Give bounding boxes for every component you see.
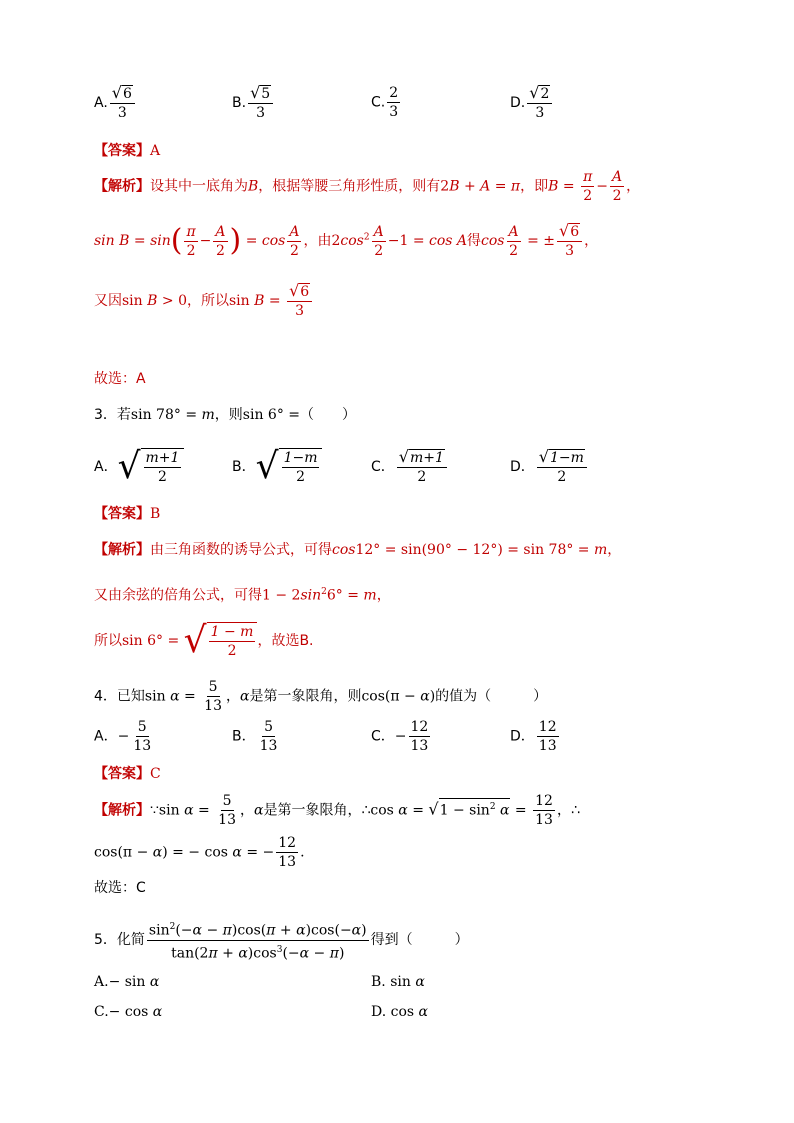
q2-option-a: A. $\frac{√6}{3}$ xyxy=(94,84,137,122)
q2-answer: 【答案】A xyxy=(94,143,161,159)
q2-option-b: B. $\frac{√5}{3}$ xyxy=(232,84,275,122)
q2-analysis-line3: 又因sin B > 0，所以sin B = $\frac{√6}{3}$ xyxy=(94,282,314,320)
q3-answer: 【答案】B xyxy=(94,506,161,522)
q3-analysis-line3: 所以sin 6° = √ $\frac{1 - m}{2}$ ，故选B. xyxy=(94,620,314,661)
q5-option-d: D. cos α xyxy=(371,1004,429,1020)
q5-option-b: B. sin α xyxy=(371,974,425,990)
q4-stem: 4．已知sin α = $\frac{5}{13}$ ，α是第一象限角，则cos(π − α)的值为（ ） xyxy=(94,679,548,714)
q2-option-d: D. $\frac{√2}{3}$ xyxy=(510,84,554,122)
q3-option-c: C． $\frac{√m+1}{2}$ xyxy=(371,448,449,486)
q4-conclusion: 故选：C xyxy=(94,880,146,896)
q3-option-d: D． $\frac{√1-m}{2}$ xyxy=(510,448,589,486)
q3-analysis-line2: 又由余弦的倍角公式，可得$1 - 2\sin^26^\circ = m$， xyxy=(94,587,391,604)
q3-stem: 3．若sin 78° = m，则sin 6° =（ ） xyxy=(94,407,356,423)
q2-option-c: C. $\frac{2}{3}$ xyxy=(371,85,399,120)
q4-option-d: D． $\frac{12}{13}$ xyxy=(510,719,557,754)
q4-option-c: C．− $\frac{12}{13}$ xyxy=(371,719,429,754)
q2-analysis-line1: 【解析】设其中一底角为B，根据等腰三角形性质，则有2B + A = π，即B = $\frac{\pi}{2}$ − $\frac{A}{2}$ ， xyxy=(94,169,641,204)
q5-option-a: A.− sin α xyxy=(94,974,160,990)
q5-stem: 5．化简 $\frac{\sin^2(-\alpha - \pi)\cos(\pi + \alpha)\cos(-\alpha)}{\tan(2\pi + \alpha)\cos^3(-\alpha - \pi)}$ 得到（ ） xyxy=(94,918,469,962)
q3-option-b: B．√ $\frac{1-m}{2}$ xyxy=(232,448,322,486)
q2-conclusion: 故选：A xyxy=(94,371,146,387)
q4-analysis-line2: cos(π − α) = − cos α = − $\frac{12}{13}$ . xyxy=(94,835,305,870)
q5-option-c: C.− cos α xyxy=(94,1004,163,1020)
q4-option-a: A．− $\frac{5}{13}$ xyxy=(94,719,152,754)
q4-option-b: B． $\frac{5}{13}$ xyxy=(232,719,278,754)
q4-answer: 【答案】C xyxy=(94,766,161,782)
q3-option-a: A．√ $\frac{m+1}{2}$ xyxy=(94,448,184,486)
q3-analysis-line1: 【解析】由三角函数的诱导公式，可得cos12° = sin(90° − 12°) = sin 78° = m， xyxy=(94,542,622,558)
q4-analysis-line1: 【解析】∵sin α = $\frac{5}{13}$ ，α是第一象限角，∴cos $\alpha = √1 - \sin^2 \alpha$ = $\frac{12}{13}$ ，∴ xyxy=(94,793,580,828)
q2-analysis-line2: sin B = sin( $\frac{\pi}{2}$ − $\frac{A}{2}$ ) = cos $\frac{A}{2}$ ，由$2\cos^2$ $\frac{A}{2}$ −1 = cos A得cos $\frac{A}{2}$ = ± $\frac{√6}{3}$ ， xyxy=(94,221,599,259)
